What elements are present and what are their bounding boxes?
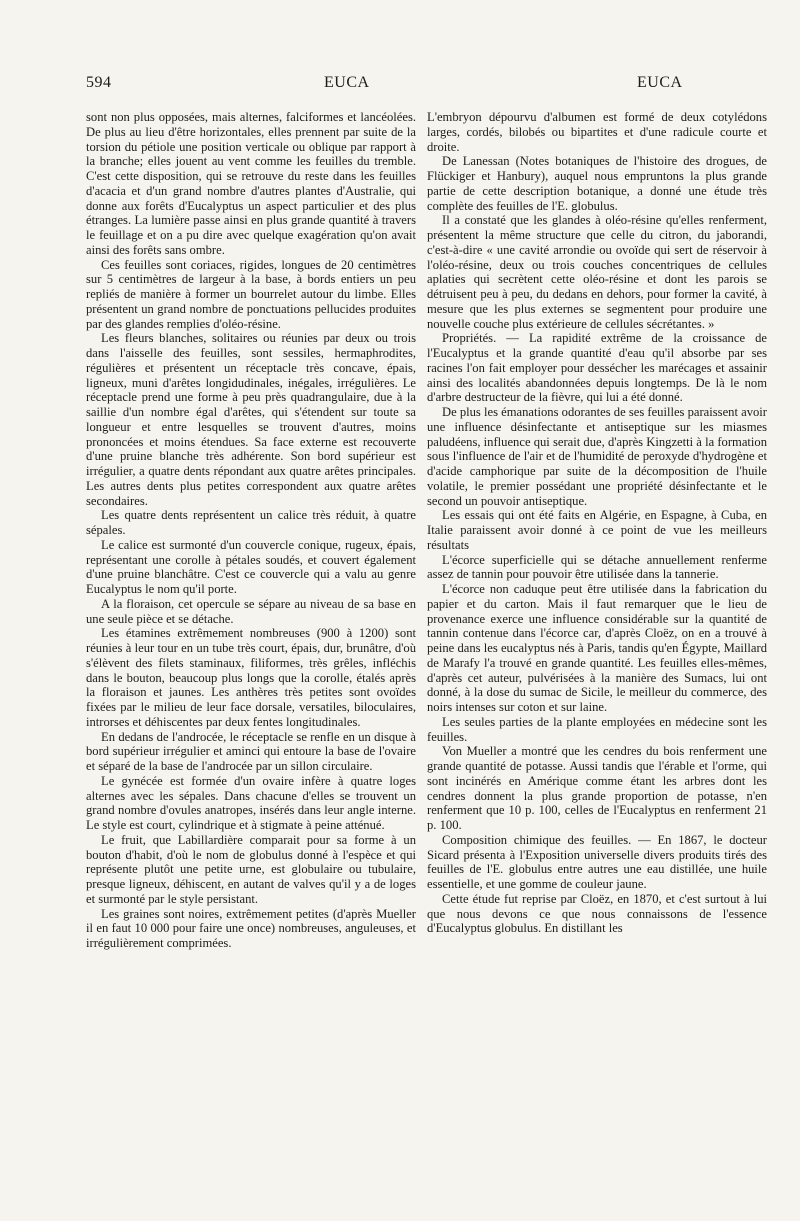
- paragraph: Les essais qui ont été faits en Algérie, en Espagne, à Cuba, en Italie paraissent avoir donné à ce point de vue les meilleurs résultats: [427, 508, 767, 552]
- paragraph: Cette étude fut reprise par Cloëz, en 1870, et c'est surtout à lui que nous devons ce que nous connaissons de l'essence d'Eucalyptus globulus. En distillant les: [427, 891, 767, 936]
- running-head-left: EUCA: [324, 74, 370, 91]
- left-column: [86, 110, 416, 951]
- paragraph: L'écorce superficielle qui se détache annuellement renferme assez de tannin pour pouvoir être utilisée dans la tannerie.: [427, 552, 767, 582]
- paragraph: Le calice est surmonté d'un couvercle conique, rugeux, épais, représentant une corolle à pétales soudés, et couvert également d'une pruine blanchâtre. C'est ce couvercle qui a valu au genre Eucalyptus le nom qu'il porte.: [86, 537, 416, 596]
- paragraph: Les étamines extrêmement nombreuses (900 à 1200) sont réunies à leur tour en un tube très court, épais, dur, brunâtre, d'où s'élèvent des filets staminaux, filiformes, très grêles, infléchis dans le bouton, beaucoup plus longs que la corolle, étalés après la floraison et jaunes. Les anthères très petites sont ovoïdes fixées par le milieu de leur face dorsale, versatiles, biloculaires, introrses et déhiscentes par deux fentes longitudinales.: [86, 626, 416, 729]
- paragraph: Le fruit, que Labillardière comparait pour sa forme à un bouton d'habit, d'où le nom de globulus donné à l'espèce et qui représente plutôt une petite urne, est globulaire ou tubulaire, presque ligneux, déhiscent, en autant de valves qu'il y a de loges et surmonté par le style persistant.: [86, 832, 416, 906]
- section-composition: Composition chimique des feuilles. — En 1867, le docteur Sicard présenta à l'Exposition universelle divers produits tirés des feuilles de l'E. globulus entre autres une eau distillée, une huile essentielle, et une gomme de couleur jaune.: [427, 832, 767, 891]
- section-propriete: Propriétés. — La rapidité extrême de la croissance de l'Eucalyptus et la grande quantité d'eau qu'il absorbe par ses racines l'on fait employer pour dessécher les marécages et assainir ainsi des localités abandonnées depuis longtemps. De là le nom d'arbre destructeur de la fièvre, qui lui a été donné.: [427, 331, 767, 405]
- paragraph: Von Mueller a montré que les cendres du bois renferment une grande quantité de potasse. Aussi tandis que l'érable et l'orme, qui sont incinérés en Amérique comme étant les arbres dont les cendres donnent la plus grande proportion de potasse, n'en renferment que 10 p. 100, celles de l'Eucalyptus en renferment 21 p. 100.: [427, 744, 767, 832]
- paragraph: L'embryon dépourvu d'albumen est formé de deux cotylédons larges, cordés, bilobés ou bipartites et d'une radicule courte et droite.: [427, 110, 767, 154]
- page-header: [86, 74, 760, 96]
- paragraph: Il a constaté que les glandes à oléo-résine qu'elles renferment, présentent la même structure que celle du citron, du jaborandi, c'est-à-dire « une cavité arrondie ou ovoïde qui sert de réservoir à l'oléo-résine, deux ou trois couches concentriques de cellules aplaties qui secrètent cette oléo-résine et dont les parois se détruisent peu à peu, du dedans en dehors, pour former la cavité, à mesure que les plus externes se segmentent pour produire une nouvelle couche plus extérieure de cellules sécrétantes. »: [427, 213, 767, 331]
- paragraph: Les seules parties de la plante employées en médecine sont les feuilles.: [427, 714, 767, 744]
- running-head-right: EUCA: [637, 74, 683, 91]
- paragraph: Ces feuilles sont coriaces, rigides, longues de 20 centimètres sur 5 centimètres de largeur à la base, à bords entiers un peu repliés de manière à former un bourrelet autour du limbe. Elles présentent un grand nombre de ponctuations pellucides produites par des glandes remplies d'oléo-résine.: [86, 257, 416, 331]
- paragraph: Les fleurs blanches, solitaires ou réunies par deux ou trois dans l'aisselle des feuilles, sont sessiles, hermaphrodites, régulières et présentent un réceptacle très concave, épais, ligneux, muni d'arêtes longidudinales, inégales, irrégulières. Le réceptacle prend une forme à peu près quadrangulaire, due à la saillie d'un nombre égal d'arêtes, qui s'étendent sur toute sa longueur et entre lesquelles se trouvent d'autres, moins prononcées et moins étendues. Sa face externe est recouverte d'une pruine blanche très adhérente. Son bord supérieur est irrégulier, a quatre dents répondant aux quatre arêtes principales. Les autres dents plus petites correspondent aux quatre arêtes secondaires.: [86, 331, 416, 508]
- paragraph: De Lanessan (Notes botaniques de l'histoire des drogues, de Flückiger et Hanbury), auquel nous empruntons la plus grande partie de cette description botanique, a donné une étude très complète des feuilles de l'E. globulus.: [427, 154, 767, 213]
- right-column: [427, 110, 767, 936]
- paragraph: De plus les émanations odorantes de ses feuilles paraissent avoir une influence désinfectante et antiseptique sur les miasmes paludéens, influence qui serait due, d'après Kingzetti à la formation sous l'influence de l'air et de l'humidité de peroxyde d'hydrogène et d'acide camphorique par suite de la décomposition de l'huile volatile, le premier possédant une propriété désinfectante et le second un pouvoir antiseptique.: [427, 405, 767, 508]
- paragraph: L'écorce non caduque peut être utilisée dans la fabrication du papier et du carton. Mais il faut remarquer que le lieu de provenance exerce une influence considérable sur la quantité de tannin contenue dans l'écorce car, d'après Cloëz, on en a trouvé à peine dans les eucalyptus nés à Paris, tandis qu'en Égypte, Maillard de Marafy l'a trouvé en grande quantité. Les feuilles elles-mêmes, d'après cet auteur, pulvérisées à la manière des Sumacs, lui ont donné, à la dose du sumac de Sicile, le meilleur du commerce, des noirs intenses sur coton et sur laine.: [427, 582, 767, 714]
- paragraph: Le gynécée est formée d'un ovaire infère à quatre loges alternes avec les sépales. Dans chacune d'elles se trouvent un grand nombre d'ovules anatropes, insérés dans leur angle interne. Le style est court, cylindrique et à stigmate à peine atténué.: [86, 773, 416, 832]
- paragraph: Les quatre dents représentent un calice très réduit, à quatre sépales.: [86, 508, 416, 537]
- paragraph: Les graines sont noires, extrêmement petites (d'après Mueller il en faut 10 000 pour faire une once) nombreuses, anguleuses, et irrégulièrement comprimées.: [86, 906, 416, 950]
- paragraph: En dedans de l'androcée, le réceptacle se renfle en un disque à bord supérieur irrégulier et aminci qui entoure la base de l'ovaire et séparé de la base de l'androcée par un sillon circulaire.: [86, 729, 416, 773]
- page-number: 594: [86, 74, 112, 91]
- paragraph: sont non plus opposées, mais alternes, falciformes et lancéolées. De plus au lieu d'être horizontales, elles prennent par suite de la torsion du pétiole une position verticale ou oblique par rapport à la branche; elles jouent au vent comme les feuilles du tremble. C'est cette disposition, qui se retrouve du reste dans les feuilles d'acacia et d'un grand nombre d'autres plantes d'Australie, qui donne aux forêts d'Eucalyptus un aspect particulier et des plus étranges. La lumière passe ainsi en plus grande quantité à travers le feuillage et on a pu dire avec quelque exagération qu'on avait ainsi des forêts sans ombre.: [86, 110, 416, 257]
- paragraph: A la floraison, cet opercule se sépare au niveau de sa base en une seule pièce et se détache.: [86, 596, 416, 626]
